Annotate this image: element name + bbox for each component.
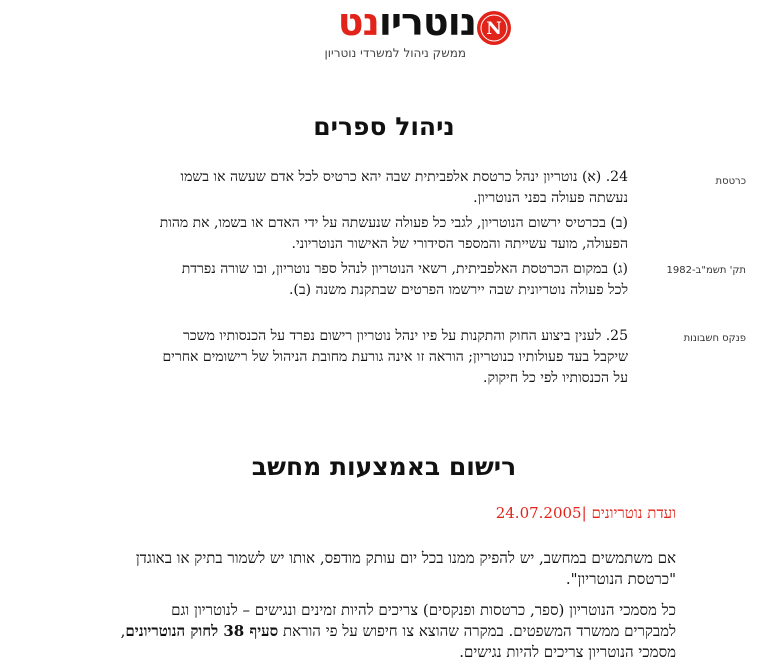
- text-line: "כרטסת הנוטריון".: [565, 570, 676, 588]
- paragraph-daily-printout: [76, 548, 676, 590]
- article-date: 24.07.2005: [495, 504, 582, 522]
- text-line: כל מסמכי הנוטריון (ספר, כרטסות ופנקסים) צריכים להיות זמינים ונגישים – לנוטריון וגם: [171, 601, 676, 619]
- section-title-book-management: ניהול ספרים: [313, 112, 455, 141]
- regulation-24c: [68, 259, 628, 301]
- text-line: הפעולה, מועד עשייתה והמספר הסידורי של האישור הנוטריוני.: [291, 236, 628, 252]
- law-section-reference: סעיף 38 לחוק הנוטריונים: [125, 622, 279, 640]
- site-logo[interactable]: [300, 0, 512, 60]
- text-line: אם משתמשים במחשב, יש להפיק ממנו בכל יום עותק מודפס, אותו יש לשמור בתיק או באוגדן: [135, 549, 676, 567]
- logo-wordmark: [338, 0, 476, 44]
- text-line: לכל פעולה נוטריונית שבה יירשמו הפרטים שבתקנת משנה (ב).: [288, 282, 628, 298]
- logo-word-red: נט: [337, 0, 379, 44]
- text-line: מסמכי הנוטריון צריכים להיות נגישים.: [459, 643, 676, 661]
- logo-badge-letter: N: [486, 19, 502, 39]
- logo-badge-icon: [476, 10, 512, 46]
- text-line: נעשתה פעולה בפני הנוטריון.: [473, 190, 628, 206]
- text-line: 25. לענין ביצוע החוק והתקנות על פיו ינהל נוטריון רישום נפרד על הכנסותיו משכר: [182, 328, 628, 344]
- text-fragment: ,: [120, 622, 126, 640]
- margin-note-card-index: כרטסת: [715, 176, 746, 187]
- text-line: (ב) בכרטיס ירשום הנוטריון, לגבי כל פעולה שנעשתה על ידי האדם או בשמו, את מהות: [159, 215, 628, 231]
- paragraph-documents-access: [76, 600, 676, 663]
- text-line: (ג) במקום הכרטסת האלפביתית, רשאי הנוטריון לנהל ספר נוטריון, ובו שורה נפרדת: [181, 261, 628, 277]
- regulation-25: [68, 326, 628, 389]
- text-line: שיקבל בעד פעולותיו כנוטריון; הוראה זו אינה גורעת מחובת הניהול של רישומים אחרים: [162, 349, 628, 365]
- logo-tagline: ממשק ניהול למשרדי נוטריון: [324, 46, 466, 60]
- text-line: [76, 621, 676, 642]
- meta-separator: |: [581, 504, 587, 522]
- regulation-24b: [68, 213, 628, 255]
- section-title-computer-recording: רישום באמצעות מחשב: [251, 452, 517, 481]
- article-meta: [496, 504, 676, 523]
- text-fragment: למבקרים ממשרד המשפטים. במקרה שהוצא צו חיפוש על פי הוראת: [282, 622, 676, 640]
- regulation-24a: [68, 167, 628, 209]
- logo-word-black: נוטריו: [378, 0, 476, 44]
- margin-note-accounts-ledger: פנקס חשבונות: [683, 333, 746, 344]
- text-line: 24. (א) נוטריון ינהל כרטסת אלפביתית שבה יהא כרטיס לכל אדם שעשה או בשמו: [180, 169, 628, 185]
- margin-note-regulation: תק' תשמ"ב-1982: [666, 265, 746, 276]
- article-source: ועדת נוטריונים: [591, 504, 676, 522]
- text-line: על הכנסותיו לפי כל חיקוק.: [483, 370, 628, 386]
